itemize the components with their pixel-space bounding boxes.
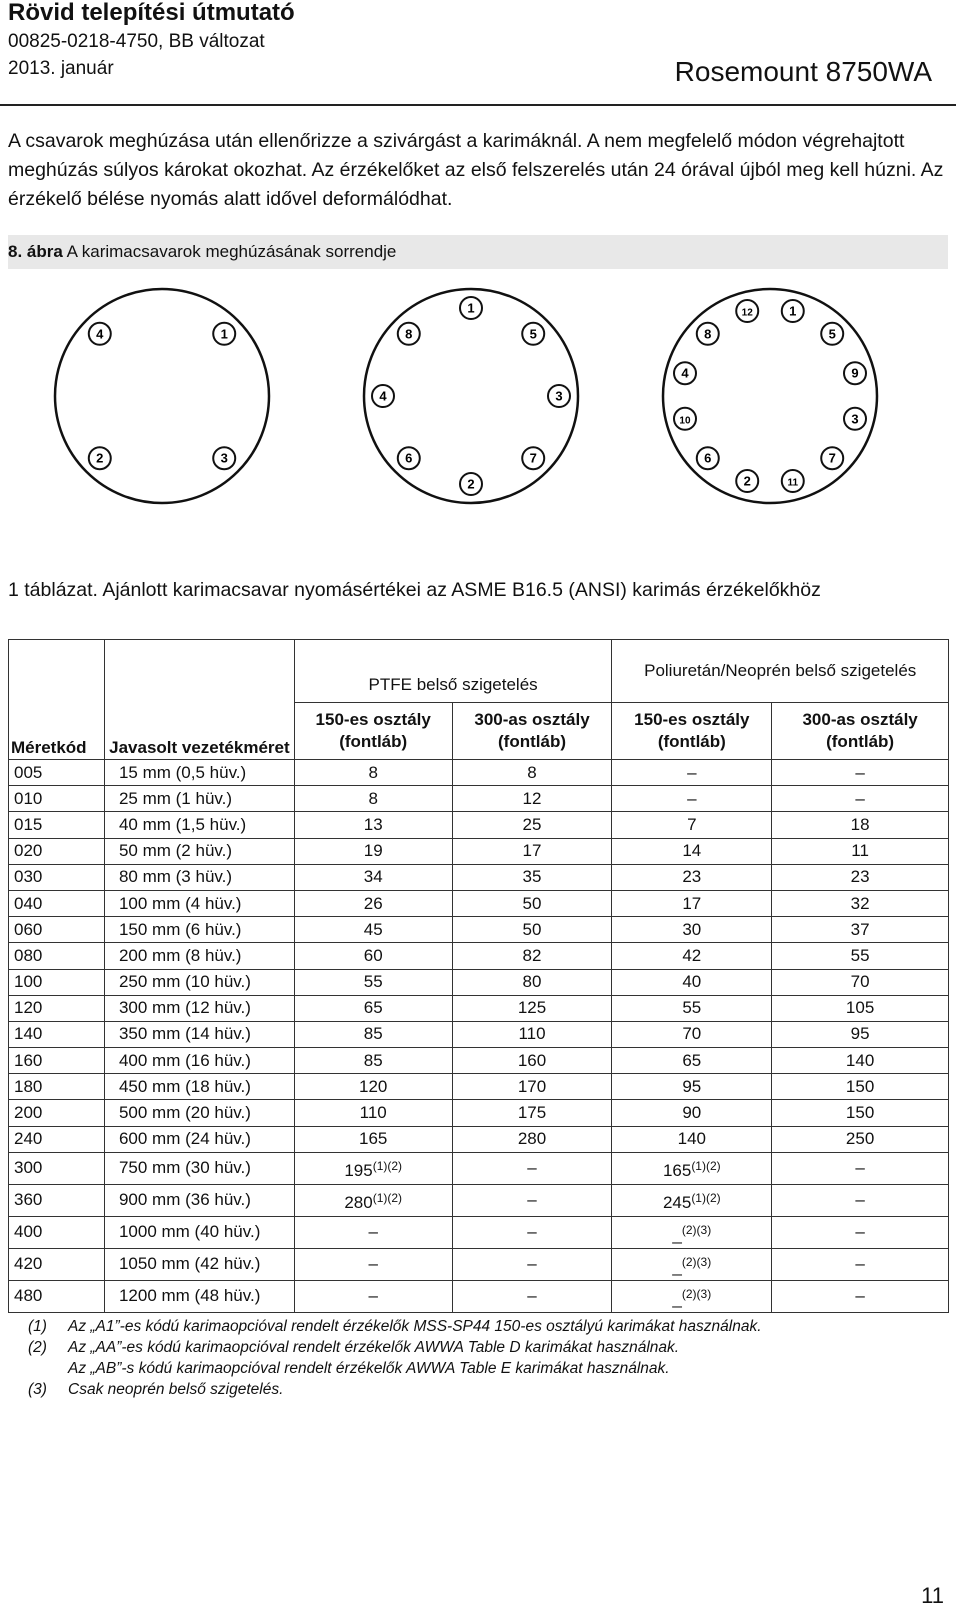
bolt-number: 1 xyxy=(789,303,797,319)
table-cell: 005 xyxy=(9,760,105,786)
table-cell: – xyxy=(772,1184,949,1216)
bolt-marker xyxy=(674,362,696,384)
header-divider xyxy=(0,104,956,106)
bolt-number: 11 xyxy=(787,477,799,489)
table-cell: 17 xyxy=(452,838,612,864)
col-header-ptfe-300: 300-as osztály (fontláb) xyxy=(452,703,612,760)
table-cell: 40 mm (1,5 hüv.) xyxy=(104,812,294,838)
flange-4-bolt xyxy=(55,289,269,503)
table-cell: 60 xyxy=(294,943,452,969)
bolt-number: 3 xyxy=(851,411,859,427)
page-header xyxy=(8,0,295,82)
table-cell: 105 xyxy=(772,995,949,1021)
figure-caption xyxy=(8,235,948,269)
table-cell: 85 xyxy=(294,1048,452,1074)
table-cell: 70 xyxy=(772,969,949,995)
bolt-marker xyxy=(460,297,482,319)
bolt-number: 1 xyxy=(220,326,228,342)
bolt-marker xyxy=(89,323,111,345)
table-cell: 8 xyxy=(294,760,452,786)
table-cell: 040 xyxy=(9,890,105,916)
col-header-code: Méretkód xyxy=(9,640,105,760)
table-row xyxy=(9,1074,949,1100)
table-cell: 400 mm (16 hüv.) xyxy=(104,1048,294,1074)
table-cell: 55 xyxy=(294,969,452,995)
table-cell: 150 xyxy=(772,1100,949,1126)
table-cell: $165^{(1)(2)}$ xyxy=(612,1152,772,1184)
footnote: Az „AB”-s kódú karimaopcióval rendelt érzékelők AWWA Table E karimákat használnak. xyxy=(68,1360,670,1377)
table-row xyxy=(9,1021,949,1047)
bolt-marker xyxy=(548,385,570,407)
bolt-number: 4 xyxy=(379,388,387,404)
bolt-marker xyxy=(674,408,696,430)
table-cell: 8 xyxy=(452,760,612,786)
col-header-ptfe-150: 150-es osztály (fontláb) xyxy=(294,703,452,760)
table-cell: 180 xyxy=(9,1074,105,1100)
table-cell: 55 xyxy=(772,943,949,969)
bolt-marker xyxy=(213,447,235,469)
table-cell: 120 xyxy=(9,995,105,1021)
bolt-marker xyxy=(372,385,394,407)
table-cell: 37 xyxy=(772,917,949,943)
table-cell: 26 xyxy=(294,890,452,916)
table-row xyxy=(9,1048,949,1074)
table-cell: 125 xyxy=(452,995,612,1021)
table-cell: 240 xyxy=(9,1126,105,1152)
table-cell: 110 xyxy=(452,1021,612,1047)
table-row xyxy=(9,995,949,1021)
table-cell: – xyxy=(772,1248,949,1280)
table-cell: 18 xyxy=(772,812,949,838)
bolt-number: 9 xyxy=(851,365,859,381)
table-cell: 85 xyxy=(294,1021,452,1047)
table-cell: 110 xyxy=(294,1100,452,1126)
bolt-marker xyxy=(522,447,544,469)
table-cell: 500 mm (20 hüv.) xyxy=(104,1100,294,1126)
table-cell: 1200 mm (48 hüv.) xyxy=(104,1280,294,1312)
table-cell: 060 xyxy=(9,917,105,943)
bolt-number: 8 xyxy=(405,326,413,342)
col-header-size: Javasolt vezetékméret xyxy=(104,640,294,760)
table-cell: 40 xyxy=(612,969,772,995)
table-cell: 15 mm (0,5 hüv.) xyxy=(104,760,294,786)
table-cell: 50 xyxy=(452,917,612,943)
bolt-number: 6 xyxy=(405,450,413,466)
bolt-number: 4 xyxy=(96,326,104,342)
bolt-marker xyxy=(782,300,804,322)
table-cell: 750 mm (30 hüv.) xyxy=(104,1152,294,1184)
bolt-number: 7 xyxy=(828,450,836,466)
bolt-marker xyxy=(844,408,866,430)
bolt-marker xyxy=(213,323,235,345)
table-row xyxy=(9,838,949,864)
table-cell: 900 mm (36 hüv.) xyxy=(104,1184,294,1216)
table-cell: – xyxy=(772,1152,949,1184)
table-cell: – xyxy=(772,1216,949,1248)
table-cell: _$^{(2)(3)}$ xyxy=(612,1280,772,1312)
table-cell: 150 mm (6 hüv.) xyxy=(104,917,294,943)
bolt-marker xyxy=(844,362,866,384)
table-row xyxy=(9,1152,949,1184)
table-cell: 160 xyxy=(9,1048,105,1074)
table-row xyxy=(9,786,949,812)
table-cell: – xyxy=(452,1184,612,1216)
table-cell: 50 xyxy=(452,890,612,916)
bolt-number: 7 xyxy=(529,450,537,466)
bolt-marker xyxy=(697,323,719,345)
table-cell: – xyxy=(452,1280,612,1312)
table-cell: 95 xyxy=(772,1021,949,1047)
table-cell: 300 mm (12 hüv.) xyxy=(104,995,294,1021)
table-caption: 1 táblázat. Ajánlott karimacsavar nyomásértékei az ASME B16.5 (ANSI) karimás érzékelőkhöz xyxy=(8,579,821,601)
table-cell: 80 xyxy=(452,969,612,995)
footnotes xyxy=(28,1316,948,1400)
table-cell: – xyxy=(452,1152,612,1184)
table-cell: 030 xyxy=(9,864,105,890)
table-cell: 360 xyxy=(9,1184,105,1216)
footnote: (2) Az „AA”-es kódú karimaopcióval rendelt érzékelők AWWA Table D karimákat használnak. xyxy=(28,1339,680,1356)
table-cell: 250 mm (10 hüv.) xyxy=(104,969,294,995)
table-cell: 90 xyxy=(612,1100,772,1126)
table-cell: 32 xyxy=(772,890,949,916)
doc-id: 00825-0218-4750, BB változat xyxy=(8,31,265,52)
table-cell: 175 xyxy=(452,1100,612,1126)
col-header-poly-300: 300-as osztály (fontláb) xyxy=(772,703,949,760)
bolt-marker xyxy=(398,447,420,469)
figure-label: 8. ábra xyxy=(8,242,63,261)
table-row xyxy=(9,969,949,995)
table-cell: 17 xyxy=(612,890,772,916)
table-cell: 7 xyxy=(612,812,772,838)
table-row xyxy=(9,812,949,838)
table-cell: _$^{(2)(3)}$ xyxy=(612,1248,772,1280)
table-row xyxy=(9,760,949,786)
table-cell: 42 xyxy=(612,943,772,969)
table-cell: 100 xyxy=(9,969,105,995)
bolt-number: 5 xyxy=(529,326,537,342)
table-cell: 70 xyxy=(612,1021,772,1047)
bolt-number: 2 xyxy=(467,476,475,492)
footnote: (1) Az „A1”-es kódú karimaopcióval rendelt érzékelők MSS-SP44 150-es osztályú karimákat használnak. xyxy=(28,1318,762,1335)
table-cell: 350 mm (14 hüv.) xyxy=(104,1021,294,1047)
table-cell: 82 xyxy=(452,943,612,969)
product-name: Rosemount 8750WA xyxy=(674,56,932,87)
table-cell: – xyxy=(452,1216,612,1248)
table-cell: 25 mm (1 hüv.) xyxy=(104,786,294,812)
group-header-ptfe: PTFE belső szigetelés xyxy=(294,640,612,703)
bolt-number: 8 xyxy=(704,326,712,342)
table-cell: 280 xyxy=(452,1126,612,1152)
table-cell: – xyxy=(772,786,949,812)
table-row xyxy=(9,917,949,943)
table-cell: – xyxy=(294,1216,452,1248)
bolt-number: 5 xyxy=(828,326,836,342)
table-cell: 200 mm (8 hüv.) xyxy=(104,943,294,969)
bolt-number: 3 xyxy=(555,388,563,404)
table-row xyxy=(9,943,949,969)
table-row xyxy=(9,890,949,916)
torque-table xyxy=(8,639,949,1313)
table-cell: $195^{(1)(2)}$ xyxy=(294,1152,452,1184)
table-cell: _$^{(2)(3)}$ xyxy=(612,1216,772,1248)
table-cell: 480 xyxy=(9,1280,105,1312)
bolt-marker xyxy=(821,323,843,345)
table-cell: 200 xyxy=(9,1100,105,1126)
table-row xyxy=(9,1184,949,1216)
table-cell: 300 xyxy=(9,1152,105,1184)
table-cell: 450 mm (18 hüv.) xyxy=(104,1074,294,1100)
table-cell: 19 xyxy=(294,838,452,864)
bolt-number: 10 xyxy=(679,415,691,427)
table-cell: 30 xyxy=(612,917,772,943)
table-cell: 1000 mm (40 hüv.) xyxy=(104,1216,294,1248)
table-cell: 160 xyxy=(452,1048,612,1074)
table-cell: $280^{(1)(2)}$ xyxy=(294,1184,452,1216)
table-cell: 11 xyxy=(772,838,949,864)
table-cell: 170 xyxy=(452,1074,612,1100)
table-cell: 23 xyxy=(612,864,772,890)
table-cell: 13 xyxy=(294,812,452,838)
table-cell: 95 xyxy=(612,1074,772,1100)
bolt-number: 4 xyxy=(681,365,689,381)
table-cell: 120 xyxy=(294,1074,452,1100)
table-cell: 12 xyxy=(452,786,612,812)
bolt-number: 2 xyxy=(96,450,104,466)
bolt-marker xyxy=(398,323,420,345)
table-cell: 420 xyxy=(9,1248,105,1280)
table-cell: 020 xyxy=(9,838,105,864)
bolt-marker xyxy=(736,470,758,492)
table-cell: 34 xyxy=(294,864,452,890)
doc-date: 2013. január xyxy=(8,58,114,79)
table-cell: 400 xyxy=(9,1216,105,1248)
table-cell: $245^{(1)(2)}$ xyxy=(612,1184,772,1216)
table-row xyxy=(9,1126,949,1152)
table-body xyxy=(9,760,949,1313)
group-header-poly: Poliuretán/Neoprén belső szigetelés xyxy=(612,640,949,703)
bolt-number: 2 xyxy=(743,473,751,489)
table-cell: 150 xyxy=(772,1074,949,1100)
table-cell: 100 mm (4 hüv.) xyxy=(104,890,294,916)
table-cell: – xyxy=(294,1280,452,1312)
table-row xyxy=(9,1248,949,1280)
bolt-number: 3 xyxy=(220,450,228,466)
intro-paragraph: A csavarok meghúzása után ellenőrizze a szivárgást a karimáknál. A nem megfelelő módon végrehajtott meghúzás súlyos károkat okozhat. Az érzékelőket az első felszerelés után 24 órával újból meg kell húzni. Az érzékelő bélése nyomás alatt idővel deformálódhat. xyxy=(8,130,944,210)
table-cell: 010 xyxy=(9,786,105,812)
table-cell: 1050 mm (42 hüv.) xyxy=(104,1248,294,1280)
bolt-marker xyxy=(697,447,719,469)
table-cell: 165 xyxy=(294,1126,452,1152)
figure-caption-text: A karimacsavarok meghúzásának sorrendje xyxy=(66,242,397,261)
bolt-marker xyxy=(89,447,111,469)
bolt-marker xyxy=(821,447,843,469)
flange-12-bolt xyxy=(663,289,877,503)
table-cell: 55 xyxy=(612,995,772,1021)
table-cell: 65 xyxy=(294,995,452,1021)
table-cell: 25 xyxy=(452,812,612,838)
table-cell: 140 xyxy=(612,1126,772,1152)
bolt-marker xyxy=(522,323,544,345)
table-cell: 50 mm (2 hüv.) xyxy=(104,838,294,864)
table-cell: – xyxy=(294,1248,452,1280)
table-cell: 140 xyxy=(772,1048,949,1074)
table-row xyxy=(9,1216,949,1248)
table-cell: 23 xyxy=(772,864,949,890)
table-row xyxy=(9,1100,949,1126)
table-cell: 80 mm (3 hüv.) xyxy=(104,864,294,890)
bolt-sequence-figure xyxy=(50,278,910,510)
footnote: (3) Csak neoprén belső szigetelés. xyxy=(28,1381,284,1398)
table-cell: – xyxy=(452,1248,612,1280)
flange-8-bolt xyxy=(364,289,578,503)
table-cell: – xyxy=(612,786,772,812)
col-header-poly-150: 150-es osztály (fontláb) xyxy=(612,703,772,760)
table-cell: 600 mm (24 hüv.) xyxy=(104,1126,294,1152)
table-cell: 14 xyxy=(612,838,772,864)
table-row xyxy=(9,1280,949,1312)
table-cell: – xyxy=(772,760,949,786)
table-cell: 250 xyxy=(772,1126,949,1152)
table-cell: – xyxy=(772,1280,949,1312)
table-cell: 015 xyxy=(9,812,105,838)
bolt-number: 1 xyxy=(467,300,475,316)
bolt-marker xyxy=(736,300,758,322)
bolt-number: 12 xyxy=(741,307,753,319)
table-cell: 35 xyxy=(452,864,612,890)
doc-title: Rövid telepítési útmutató xyxy=(8,0,295,26)
table-cell: 8 xyxy=(294,786,452,812)
table-row xyxy=(9,864,949,890)
table-cell: 65 xyxy=(612,1048,772,1074)
bolt-number: 6 xyxy=(704,450,712,466)
table-cell: – xyxy=(612,760,772,786)
table-cell: 080 xyxy=(9,943,105,969)
bolt-marker xyxy=(460,473,482,495)
bolt-marker xyxy=(782,470,804,492)
table-cell: 45 xyxy=(294,917,452,943)
page-number: 11 xyxy=(921,1583,944,1608)
table-cell: 140 xyxy=(9,1021,105,1047)
